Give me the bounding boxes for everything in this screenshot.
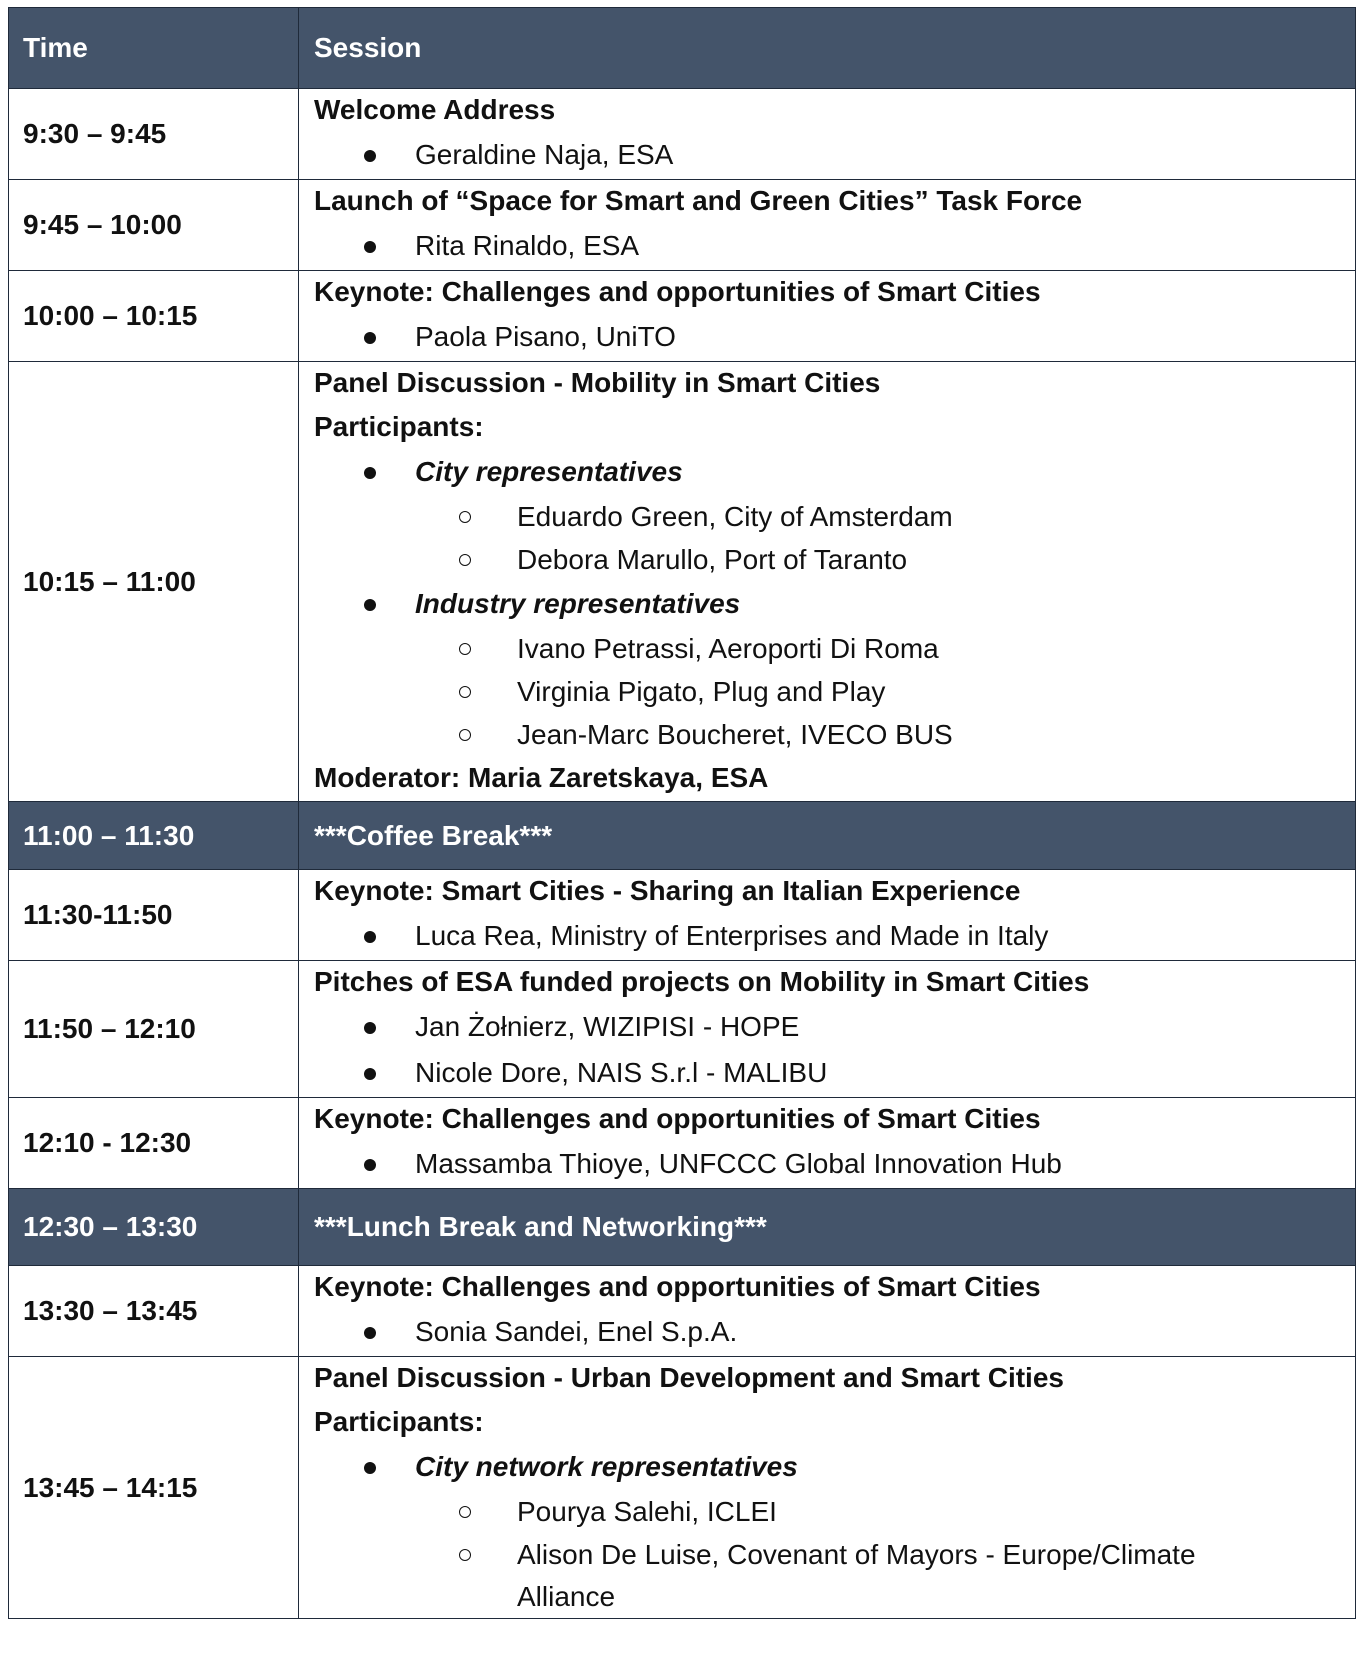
- circle-bullet-icon: [459, 554, 471, 566]
- session-title: Welcome Address: [314, 94, 556, 125]
- session-details: [299, 870, 1356, 961]
- table-header-row: [9, 8, 1356, 89]
- circle-bullet-icon: [459, 1549, 471, 1561]
- break-label: ***Coffee Break***: [299, 802, 1356, 870]
- participant-item: [314, 539, 1355, 582]
- group-name: City network representatives: [415, 1451, 798, 1482]
- time-column-header: Time: [9, 8, 299, 89]
- session-time: 11:30-11:50: [9, 870, 299, 961]
- bullet-icon: [364, 1462, 376, 1474]
- participant-name: Eduardo Green, City of Amsterdam: [517, 501, 953, 532]
- session-time: 13:30 – 13:45: [9, 1266, 299, 1357]
- session-details: [299, 271, 1356, 362]
- session-details: [299, 1266, 1356, 1357]
- table-row: [9, 1357, 1356, 1619]
- participant-item: [314, 714, 1355, 757]
- participant-item: [314, 1534, 1355, 1618]
- table-row: [9, 961, 1356, 1098]
- session-title: Keynote: Challenges and opportunities of Smart Cities: [314, 276, 1041, 307]
- participants-label: Participants:: [314, 411, 484, 442]
- participant-name: Virginia Pigato, Plug and Play: [517, 676, 886, 707]
- table-row: [9, 1266, 1356, 1357]
- circle-bullet-icon: [459, 511, 471, 523]
- session-details: [299, 180, 1356, 271]
- participant-item: [314, 1491, 1355, 1534]
- session-title: Keynote: Challenges and opportunities of Smart Cities: [314, 1103, 1041, 1134]
- speaker-name: Luca Rea, Ministry of Enterprises and Made in Italy: [415, 920, 1049, 951]
- speaker-item: [314, 1142, 1355, 1188]
- speaker-item: [314, 1005, 1355, 1051]
- participant-item: [314, 628, 1355, 671]
- session-time: 10:15 – 11:00: [9, 362, 299, 802]
- circle-bullet-icon: [459, 643, 471, 655]
- bullet-icon: [364, 1327, 376, 1339]
- group-name: City representatives: [415, 456, 683, 487]
- speaker-name: Nicole Dore, NAIS S.r.l - MALIBU: [415, 1057, 828, 1088]
- speaker-item: [314, 914, 1355, 960]
- table-row: [9, 271, 1356, 362]
- group-name: Industry representatives: [415, 588, 741, 619]
- session-time: 10:00 – 10:15: [9, 271, 299, 362]
- circle-bullet-icon: [459, 1506, 471, 1518]
- break-time: 12:30 – 13:30: [9, 1189, 299, 1266]
- speaker-item: [314, 1051, 1355, 1097]
- session-details: [299, 89, 1356, 180]
- speaker-name: Jan Żołnierz, WIZIPISI - HOPE: [415, 1011, 800, 1042]
- bullet-icon: [364, 150, 376, 162]
- participant-name: Debora Marullo, Port of Taranto: [517, 544, 908, 575]
- group-label: [314, 582, 1355, 628]
- bullet-icon: [364, 931, 376, 943]
- session-details: [299, 961, 1356, 1098]
- session-details: [299, 1357, 1356, 1619]
- break-row: [9, 802, 1356, 870]
- speaker-name: Sonia Sandei, Enel S.p.A.: [415, 1316, 738, 1347]
- session-title: Keynote: Smart Cities - Sharing an Italian Experience: [314, 875, 1021, 906]
- bullet-icon: [364, 1159, 376, 1171]
- participant-name: Jean-Marc Boucheret, IVECO BUS: [517, 719, 953, 750]
- speaker-item: [314, 315, 1355, 361]
- participant-item: [314, 496, 1355, 539]
- session-time: 9:30 – 9:45: [9, 89, 299, 180]
- bullet-icon: [364, 599, 376, 611]
- speaker-name: Rita Rinaldo, ESA: [415, 230, 640, 261]
- participants-label: Participants:: [314, 1406, 484, 1437]
- speaker-name: Geraldine Naja, ESA: [415, 139, 674, 170]
- participant-item: [314, 671, 1355, 714]
- session-time: 13:45 – 14:15: [9, 1357, 299, 1619]
- break-time: 11:00 – 11:30: [9, 802, 299, 870]
- moderator-label: Moderator: Maria Zaretskaya, ESA: [314, 762, 769, 793]
- table-row: [9, 1098, 1356, 1189]
- session-title: Pitches of ESA funded projects on Mobility in Smart Cities: [314, 966, 1090, 997]
- speaker-item: [314, 1310, 1355, 1356]
- bullet-icon: [364, 241, 376, 253]
- session-time: 11:50 – 12:10: [9, 961, 299, 1098]
- participant-name: Alison De Luise, Covenant of Mayors - Europe/Climate Alliance: [517, 1539, 1196, 1612]
- circle-bullet-icon: [459, 729, 471, 741]
- table-row: [9, 362, 1356, 802]
- break-label: ***Lunch Break and Networking***: [299, 1189, 1356, 1266]
- bullet-icon: [364, 332, 376, 344]
- table-row: [9, 870, 1356, 961]
- circle-bullet-icon: [459, 686, 471, 698]
- agenda-table: [8, 7, 1356, 1619]
- session-details: [299, 1098, 1356, 1189]
- table-row: [9, 180, 1356, 271]
- session-details: [299, 362, 1356, 802]
- session-title: Panel Discussion - Mobility in Smart Cities: [314, 367, 881, 398]
- table-row: [9, 89, 1356, 180]
- speaker-item: [314, 224, 1355, 270]
- bullet-icon: [364, 467, 376, 479]
- bullet-icon: [364, 1022, 376, 1034]
- break-row: [9, 1189, 1356, 1266]
- group-label: [314, 1445, 1355, 1491]
- speaker-name: Paola Pisano, UniTO: [415, 321, 676, 352]
- session-time: 9:45 – 10:00: [9, 180, 299, 271]
- session-time: 12:10 - 12:30: [9, 1098, 299, 1189]
- speaker-item: [314, 133, 1355, 179]
- participant-name: Ivano Petrassi, Aeroporti Di Roma: [517, 633, 939, 664]
- session-title: Launch of “Space for Smart and Green Cities” Task Force: [314, 185, 1083, 216]
- participant-name: Pourya Salehi, ICLEI: [517, 1496, 777, 1527]
- speaker-name: Massamba Thioye, UNFCCC Global Innovation Hub: [415, 1148, 1062, 1179]
- session-column-header: Session: [299, 8, 1356, 89]
- bullet-icon: [364, 1068, 376, 1080]
- group-label: [314, 450, 1355, 496]
- session-title: Keynote: Challenges and opportunities of Smart Cities: [314, 1271, 1041, 1302]
- session-title: Panel Discussion - Urban Development and Smart Cities: [314, 1362, 1064, 1393]
